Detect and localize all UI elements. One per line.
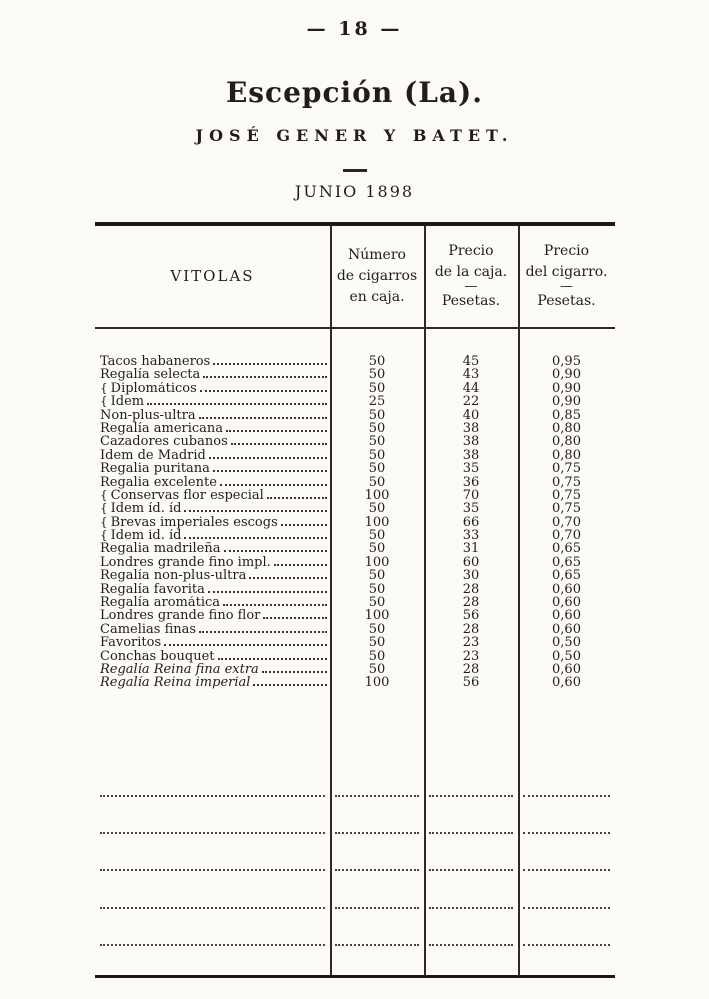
- cigar-price-pesetas: 0,60: [552, 595, 581, 611]
- vitola-name: [95, 422, 330, 435]
- cigars-per-box: 50: [368, 541, 386, 557]
- box-price-pesetas: 66: [462, 514, 480, 530]
- cigars-per-box: 50: [368, 474, 386, 490]
- box-price-pesetas: 56: [462, 675, 480, 691]
- dot-leader: [281, 524, 327, 526]
- cigars-per-box: 50: [368, 635, 386, 651]
- table-row: [95, 569, 615, 582]
- cigars-per-box: 50: [368, 581, 386, 597]
- empty-row: [95, 907, 615, 909]
- vitola-label: Tacos habaneros: [100, 355, 211, 369]
- table-rows: [95, 355, 615, 690]
- cigars-per-box: 50: [368, 461, 386, 477]
- table-row: [95, 583, 615, 596]
- table-row: [95, 462, 615, 475]
- cigars-per-box: 50: [368, 420, 386, 436]
- dot-leader: [209, 457, 327, 459]
- dot-leader: [263, 617, 327, 619]
- vitola-label: Regalía americana: [100, 421, 224, 436]
- vitola-name: [95, 542, 330, 555]
- header-line: Precio: [448, 243, 494, 260]
- price-table: [95, 222, 615, 978]
- dot-leader: [218, 658, 328, 660]
- dot-leader: [223, 604, 327, 606]
- empty-cell-dotted-line: [100, 944, 325, 946]
- empty-cell-dotted-line: [523, 944, 610, 946]
- header-line: de cigarros: [336, 268, 418, 284]
- table-row: [95, 516, 615, 529]
- cigars-per-box: 50: [368, 434, 386, 450]
- dot-leader: [267, 497, 327, 499]
- vitola-name: [95, 663, 330, 676]
- box-price-pesetas: 43: [462, 367, 480, 383]
- box-price-pesetas: 40: [462, 407, 480, 423]
- cigar-price-pesetas: 0,60: [552, 581, 581, 597]
- dot-leader: [213, 470, 327, 472]
- box-price-pesetas: 35: [462, 461, 480, 477]
- vitola-label: Regalía non-plus-ultra: [100, 569, 247, 583]
- cigars-per-box: 50: [368, 407, 386, 423]
- cigar-price-pesetas: 0,75: [552, 501, 581, 517]
- table-row: [95, 529, 615, 542]
- table-row: [95, 368, 615, 381]
- vitola-label: Londres grande fino impl.: [100, 555, 271, 570]
- cigar-price-pesetas: 0,60: [552, 608, 581, 624]
- cigars-per-box: 100: [364, 554, 390, 570]
- header-dash: —: [560, 279, 573, 295]
- page-number: — 18 —: [306, 18, 403, 40]
- dot-leader: [220, 484, 327, 486]
- dot-leader: [184, 510, 327, 512]
- vitola-name: [95, 435, 330, 448]
- cigar-price-pesetas: 0,50: [552, 648, 581, 664]
- cigar-price-pesetas: 0,70: [552, 514, 581, 530]
- cigars-per-box: 50: [368, 621, 386, 637]
- dot-leader: [274, 564, 327, 566]
- empty-cell-dotted-line: [523, 832, 610, 834]
- vitola-name: [95, 569, 330, 582]
- box-price-pesetas: 38: [462, 434, 480, 450]
- empty-cell-dotted-line: [335, 795, 419, 797]
- header-line: de la caja.: [434, 264, 508, 281]
- table-row: [95, 542, 615, 555]
- cigar-price-pesetas: 0,80: [552, 447, 581, 463]
- vitola-label: Regalia madrileña: [100, 542, 221, 556]
- vitola-name: [95, 502, 330, 515]
- cigar-price-pesetas: 0,75: [552, 461, 581, 477]
- dot-leader: [226, 430, 327, 432]
- manufacturer-name: JOSÉ GENER Y BATET.: [195, 126, 514, 145]
- brace-mark: {: [100, 515, 108, 529]
- cigars-per-box: 50: [368, 447, 386, 463]
- vitola-name: [95, 409, 330, 422]
- vitola-name: [95, 636, 330, 649]
- empty-row: [95, 795, 615, 797]
- cigars-per-box: 50: [368, 648, 386, 664]
- vitola-name: [95, 476, 330, 489]
- vitola-name: [95, 556, 330, 569]
- brace-mark: {: [100, 488, 108, 502]
- vitola-name: [95, 516, 330, 529]
- brace-mark: {: [100, 529, 108, 543]
- table-row: [95, 623, 615, 636]
- cigar-price-pesetas: 0,90: [552, 394, 581, 410]
- vitola-label: Brevas imperiales escogs: [110, 515, 278, 530]
- vitola-label: Diplomáticos: [110, 381, 197, 396]
- dot-leader: [231, 443, 327, 445]
- cigars-per-box: 100: [364, 675, 390, 691]
- header-line: Pesetas.: [441, 292, 501, 309]
- table-row: [95, 449, 615, 462]
- vitola-label: Regalía Reina imperial: [100, 676, 251, 690]
- box-price-pesetas: 30: [462, 568, 480, 584]
- box-price-pesetas: 38: [462, 420, 480, 436]
- dot-leader: [199, 631, 327, 633]
- vitola-label: Favoritos: [100, 636, 162, 650]
- header-line: del cigarro.: [525, 264, 608, 281]
- table-row: [95, 596, 615, 609]
- table-row: [95, 409, 615, 422]
- cigars-per-box: 25: [368, 394, 386, 410]
- empty-cell-dotted-line: [335, 832, 419, 834]
- box-price-pesetas: 35: [462, 501, 480, 517]
- empty-cell-dotted-line: [429, 795, 513, 797]
- box-price-pesetas: 45: [462, 354, 480, 369]
- brand-title: Escepción (La).: [225, 76, 484, 109]
- table-bottom-rule: [95, 975, 615, 978]
- empty-cell-dotted-line: [429, 869, 513, 871]
- table-row: [95, 676, 615, 689]
- cigar-price-pesetas: 0,65: [552, 568, 581, 584]
- vitola-label: Idem de Madrid: [100, 448, 206, 463]
- table-row: [95, 636, 615, 649]
- box-price-pesetas: 60: [462, 554, 480, 570]
- box-price-pesetas: 28: [462, 595, 480, 611]
- dot-leader: [213, 363, 327, 365]
- cigars-per-box: 100: [364, 608, 390, 624]
- cigar-price-pesetas: 0,90: [552, 380, 581, 396]
- box-price-pesetas: 36: [462, 474, 480, 490]
- box-price-pesetas: 33: [462, 528, 480, 544]
- vitola-name: [95, 583, 330, 596]
- table-row: [95, 663, 615, 676]
- dot-leader: [262, 671, 327, 673]
- cigar-price-pesetas: 0,50: [552, 635, 581, 651]
- dot-leader: [200, 390, 327, 392]
- cigars-per-box: 50: [368, 595, 386, 611]
- vitola-name: [95, 489, 330, 502]
- box-price-pesetas: 28: [462, 661, 480, 677]
- header-line: en caja.: [349, 289, 405, 305]
- header-separator-rule: [95, 327, 615, 329]
- dot-leader: [147, 403, 327, 405]
- table-row: [95, 382, 615, 395]
- box-price-pesetas: 28: [462, 581, 480, 597]
- cigar-price-pesetas: 0,80: [552, 434, 581, 450]
- box-price-pesetas: 23: [462, 635, 480, 651]
- brace-mark: {: [100, 502, 108, 516]
- box-price-pesetas: 28: [462, 621, 480, 637]
- box-price-pesetas: 38: [462, 447, 480, 463]
- dot-leader: [164, 644, 327, 646]
- cigars-per-box: 50: [368, 528, 386, 544]
- cigars-per-box: 100: [364, 487, 390, 503]
- box-price-pesetas: 70: [462, 487, 480, 503]
- issue-date: JUNIO 1898: [294, 182, 415, 201]
- box-price-pesetas: 44: [462, 380, 480, 396]
- table-row: [95, 355, 615, 368]
- empty-cell-dotted-line: [523, 795, 610, 797]
- vitola-label: Regalía Reina fina extra: [100, 662, 259, 677]
- vitola-name: [95, 395, 330, 408]
- cigar-price-pesetas: 0,95: [552, 354, 581, 369]
- empty-cell-dotted-line: [429, 907, 513, 909]
- cigar-price-pesetas: 0,60: [552, 675, 581, 691]
- table-row: [95, 476, 615, 489]
- cigar-price-pesetas: 0,75: [552, 474, 581, 490]
- empty-cell-dotted-line: [100, 869, 325, 871]
- brace-mark: {: [100, 395, 108, 409]
- dot-leader: [249, 577, 327, 579]
- cigar-price-pesetas: 0,85: [552, 407, 581, 423]
- table-row: [95, 395, 615, 408]
- table-row: [95, 556, 615, 569]
- table-row: [95, 435, 615, 448]
- table-row: [95, 422, 615, 435]
- vitola-name: [95, 623, 330, 636]
- vitola-label: Regalía favorita: [100, 582, 205, 597]
- vitola-label: Camelias finas: [100, 622, 197, 637]
- empty-cell-dotted-line: [429, 832, 513, 834]
- cigars-per-box: 50: [368, 380, 386, 396]
- vitola-label: Non-plus-ultra: [100, 408, 196, 422]
- empty-cell-dotted-line: [335, 907, 419, 909]
- vitola-name: [95, 596, 330, 609]
- table-row: [95, 609, 615, 622]
- cigar-price-pesetas: 0,80: [552, 420, 581, 436]
- header-line: Número: [348, 247, 406, 263]
- empty-row: [95, 944, 615, 946]
- header-cigar-price: [518, 226, 615, 327]
- cigar-price-pesetas: 0,70: [552, 528, 581, 544]
- brace-mark: {: [100, 381, 108, 395]
- vitola-name: [95, 382, 330, 395]
- vitola-label: Idem íd. íd: [110, 502, 182, 516]
- empty-cell-dotted-line: [429, 944, 513, 946]
- header-vitolas: VITOLAS: [170, 267, 255, 286]
- cigar-price-pesetas: 0,60: [552, 661, 581, 677]
- vitola-name: [95, 676, 330, 689]
- vitola-name: [95, 449, 330, 462]
- cigars-per-box: 100: [364, 514, 390, 530]
- header-dash: —: [464, 279, 478, 295]
- vitola-label: Regalia excelente: [100, 475, 217, 489]
- empty-cell-dotted-line: [100, 907, 325, 909]
- vitola-label: Cazadores cubanos: [100, 435, 228, 449]
- table-row: [95, 650, 615, 663]
- dot-leader: [184, 537, 327, 539]
- cigar-price-pesetas: 0,75: [552, 487, 581, 503]
- vitola-name: [95, 355, 330, 368]
- empty-cell-dotted-line: [335, 944, 419, 946]
- vitola-label: Regalía aromática: [100, 596, 221, 610]
- empty-cell-dotted-line: [523, 869, 610, 871]
- header-box-price: [424, 226, 518, 327]
- cigars-per-box: 50: [368, 501, 386, 517]
- empty-row: [95, 832, 615, 834]
- box-price-pesetas: 22: [462, 394, 480, 410]
- box-price-pesetas: 23: [462, 648, 480, 664]
- cigars-per-box: 50: [368, 568, 386, 584]
- table-row: [95, 502, 615, 515]
- box-price-pesetas: 56: [462, 608, 480, 624]
- vitola-name: [95, 462, 330, 475]
- dot-leader: [253, 684, 327, 686]
- header-line: Precio: [543, 243, 590, 260]
- vitola-label: Conservas flor especial: [110, 488, 264, 503]
- vitola-label: Conchas bouquet: [100, 649, 215, 663]
- header-line: Pesetas.: [537, 292, 596, 309]
- cigar-price-pesetas: 0,65: [552, 541, 581, 557]
- subtitle-divider: [0, 157, 709, 176]
- cigars-per-box: 50: [368, 661, 386, 677]
- empty-cell-dotted-line: [100, 795, 325, 797]
- cigar-price-pesetas: 0,65: [552, 554, 581, 570]
- vitola-name: [95, 609, 330, 622]
- empty-cell-dotted-line: [100, 832, 325, 834]
- dot-leader: [199, 417, 327, 419]
- cigars-per-box: 50: [368, 367, 386, 383]
- empty-cell-dotted-line: [335, 869, 419, 871]
- table-row: [95, 489, 615, 502]
- dot-leader: [203, 376, 327, 378]
- vitola-label: Idem id. íd: [110, 529, 182, 543]
- empty-cell-dotted-line: [523, 907, 610, 909]
- cigars-per-box: 50: [368, 354, 386, 369]
- empty-row: [95, 869, 615, 871]
- cigar-price-pesetas: 0,60: [552, 621, 581, 637]
- dot-leader: [224, 550, 328, 552]
- dot-leader: [208, 591, 327, 593]
- table-header: [95, 226, 615, 327]
- vitola-name: [95, 529, 330, 542]
- header-cigars-per-box: [330, 226, 424, 327]
- vitola-name: [95, 650, 330, 663]
- vitola-label: Regalia puritana: [100, 462, 210, 476]
- vitola-label: Regalía selecta: [100, 368, 201, 382]
- vitola-label: Idem: [110, 395, 145, 409]
- cigar-price-pesetas: 0,90: [552, 367, 581, 383]
- vitola-label: Londres grande fino flor: [100, 609, 261, 623]
- vitola-name: [95, 368, 330, 381]
- box-price-pesetas: 31: [462, 541, 480, 557]
